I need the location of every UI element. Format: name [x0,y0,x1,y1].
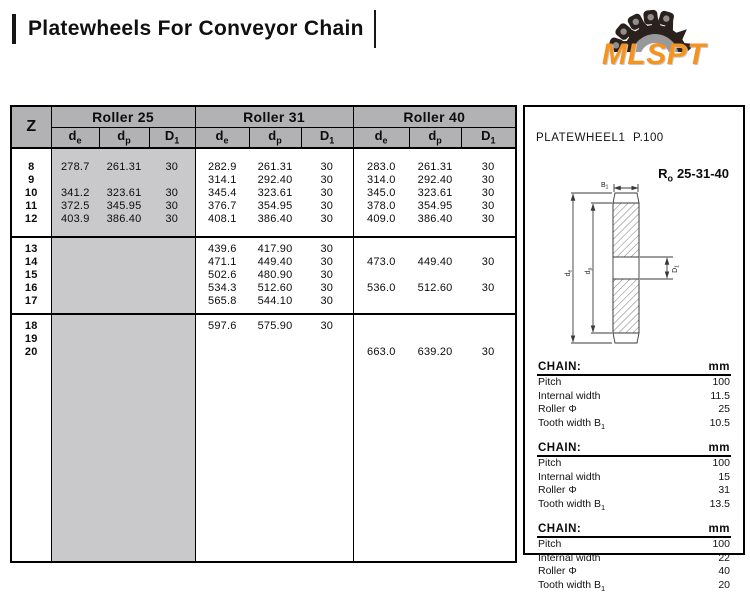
column-header-dp: $d_p$ [249,127,301,148]
row-group [11,148,516,237]
brand-logo [583,0,725,80]
dim-label-dp: $d_p$ [585,267,594,275]
roller-range-prefix-sub: o [667,173,673,184]
value-cell: 345.4 [195,187,249,200]
chain-row-label: Internal width [538,389,601,402]
chain-row-label-sub: 1 [601,421,606,431]
table-row [11,148,516,174]
filler-row [11,359,516,562]
dim-label-b1: $B_1$ [601,182,609,191]
chain-row-value: 40 [718,565,730,578]
value-cell: 261.31 [257,161,293,173]
column-header-z: Z [11,106,51,148]
value-cell: 30 [320,295,334,307]
value-cell: 30 [320,174,334,186]
chain-row [537,552,731,566]
chain-row [537,498,731,515]
column-group-roller-31: Roller 31 [195,106,353,127]
chain-row [537,538,731,552]
chain-row [537,390,731,404]
chain-row-value: 22 [718,551,730,564]
value-cell: 323.61 [257,187,293,199]
value-cell [301,333,353,346]
column-header-dp: $d_p$ [409,127,461,148]
table-row [11,200,516,213]
value-cell: 386.40 [99,213,149,237]
chain-row-value: 25 [718,403,730,415]
value-cell [461,314,516,333]
value-cell [149,237,195,256]
value-cell [99,295,149,314]
value-cell: 30 [320,187,334,199]
dim-label-de: $d_e$ [565,269,574,277]
value-cell [461,333,516,346]
z-cell: 17 [24,295,38,307]
chain-unit: mm [708,523,730,536]
value-cell: 345.0 [353,187,409,200]
column-header-d1: $D_1$ [301,127,353,148]
value-cell [195,333,249,346]
z-cell: 18 [24,320,38,332]
value-cell: 30 [481,187,495,199]
page-ref: P.100 [633,132,664,144]
value-cell: 502.6 [195,269,249,282]
value-cell: 30 [320,269,334,281]
chain-row-value: 100 [712,376,730,388]
value-cell: 30 [320,213,334,225]
table-row [11,295,516,314]
value-cell: 30 [481,256,495,268]
chain-row-label-sub: 1 [601,583,606,593]
value-cell: 575.90 [257,320,293,332]
value-cell [149,269,195,282]
value-cell [99,237,149,256]
value-cell: 378.0 [353,200,409,213]
column-group-roller-40: Roller 40 [353,106,516,127]
value-cell: 409.0 [353,213,409,237]
value-cell [149,346,195,359]
chain-row [537,457,731,471]
value-cell: 534.3 [195,282,249,295]
value-cell: 314.1 [195,174,249,187]
z-cell: 16 [24,282,38,294]
chain-unit: mm [708,361,730,373]
value-cell: 354.95 [257,200,293,212]
platewheel-cross-section-drawing [551,181,721,359]
value-cell [249,346,301,359]
value-cell: 30 [149,200,195,213]
value-cell: 341.2 [51,187,99,200]
value-cell: 261.31 [417,161,453,173]
chain-row-value: 13.5 [709,497,730,510]
chain-row-label: Tooth width B [538,578,602,591]
value-cell: 386.40 [257,213,293,225]
chain-row-value: 10.5 [709,416,730,429]
value-cell: 30 [149,213,195,237]
value-cell: 261.31 [99,148,149,174]
value-cell [51,295,99,314]
value-cell: 372.5 [51,200,99,213]
z-cell: 19 [24,333,38,345]
chain-row-label: Roller Φ [538,403,577,415]
value-cell: 30 [481,161,495,173]
value-cell [409,295,461,314]
value-cell: 30 [320,243,334,255]
chain-block [537,361,731,433]
value-cell [461,269,516,282]
value-cell: 403.9 [51,213,99,237]
value-cell [353,314,409,333]
chain-row [537,403,731,417]
value-cell: 30 [320,256,334,268]
chain-row-value: 100 [712,457,730,470]
value-cell [51,237,99,256]
value-cell: 376.7 [195,200,249,213]
value-cell: 417.90 [257,243,293,255]
value-cell: 30 [481,213,495,225]
chain-block [537,523,731,595]
panel-header [536,132,732,144]
chain-row-label: Roller Φ [538,565,577,578]
value-cell [99,346,149,359]
z-cell: 12 [24,213,38,225]
chain-row-label: Tooth width B [538,416,602,429]
value-cell: 565.8 [195,295,249,314]
chain-row-label: Internal width [538,470,601,483]
page-title: Platewheels For Conveyor Chain [28,17,364,40]
row-group [11,314,516,562]
column-header-dp: $d_p$ [99,127,149,148]
value-cell: 512.60 [257,282,293,294]
value-cell [409,333,461,346]
value-cell: 323.61 [99,187,149,200]
value-cell [353,333,409,346]
chain-unit: mm [708,442,730,455]
chain-row-value: 31 [718,484,730,497]
roller-range-prefix: R [658,166,668,181]
value-cell: 663.0 [353,346,409,359]
value-cell: 408.1 [195,213,249,237]
value-cell: 30 [481,200,495,212]
value-cell [461,295,516,314]
chain-row-label: Pitch [538,457,562,470]
chain-row-label: Tooth width B [538,497,602,510]
value-cell: 345.95 [99,200,149,213]
table-row [11,333,516,346]
value-cell [51,256,99,269]
value-cell: 386.40 [417,213,453,225]
row-group [11,237,516,314]
column-header-d1: $D_1$ [461,127,516,148]
value-cell: 473.0 [353,256,409,269]
value-cell: 30 [149,187,195,200]
chain-row [537,565,731,579]
value-cell [99,333,149,346]
z-cell: 8 [28,161,35,173]
value-cell: 512.60 [417,282,453,294]
value-cell: 449.40 [417,256,453,268]
column-group-roller-25: Roller 25 [51,106,195,127]
value-cell [99,174,149,187]
z-cell: 11 [25,200,38,212]
spec-panel [523,105,745,593]
column-header-de: $d_e$ [353,127,409,148]
value-cell: 30 [320,200,334,212]
value-cell: 314.0 [353,174,409,187]
z-cell: 10 [24,187,38,199]
value-cell [51,346,99,359]
value-cell [461,237,516,256]
value-cell: 292.40 [257,174,293,186]
dim-label-d1: $D_1$ [672,265,681,273]
column-header-de: $d_e$ [51,127,99,148]
value-cell [99,256,149,269]
table-row [11,314,516,333]
value-cell [149,282,195,295]
value-cell: 30 [320,282,334,294]
chain-row-label: Internal width [538,551,601,564]
value-cell [409,269,461,282]
value-cell: 30 [481,346,495,358]
value-cell [149,333,195,346]
z-cell: 14 [24,256,38,268]
value-cell [409,237,461,256]
roller-table [10,105,517,563]
value-cell: 30 [320,161,334,173]
value-cell: 282.9 [195,148,249,174]
value-cell [195,346,249,359]
value-cell [99,269,149,282]
value-cell [353,237,409,256]
chain-row [537,417,731,434]
chain-row [537,471,731,485]
chain-row-label: Pitch [538,376,562,388]
value-cell: 639.20 [417,346,453,358]
table-row [11,187,516,200]
chain-heading: CHAIN: [538,361,582,373]
chain-row-label: Roller Φ [538,484,577,497]
chain-block [537,442,731,514]
chain-heading: CHAIN: [538,523,582,536]
value-cell: 30 [149,148,195,174]
value-cell [149,174,195,187]
value-cell [353,295,409,314]
chain-row [537,484,731,498]
table-row [11,237,516,256]
value-cell [51,269,99,282]
value-cell [249,333,301,346]
value-cell: 354.95 [417,200,453,212]
value-cell: 480.90 [257,269,293,281]
page-header [12,10,376,48]
roller-range-numbers: 25-31-40 [676,166,729,181]
z-cell: 13 [24,243,38,255]
value-cell [51,314,99,333]
value-cell [149,256,195,269]
value-cell [99,282,149,295]
value-cell [301,346,353,359]
value-cell: 292.40 [417,174,453,186]
chain-row-label-sub: 1 [601,502,606,512]
value-cell: 544.10 [257,295,293,307]
value-cell [51,282,99,295]
chain-row-label: Pitch [538,538,562,551]
value-cell [99,314,149,333]
title-right-bar [374,10,376,48]
value-cell: 597.6 [195,314,249,333]
chain-blocks [537,361,731,604]
chain-row-value: 15 [718,470,730,483]
chain-row [537,579,731,596]
chain-row [537,376,731,390]
table-row [11,213,516,237]
column-header-de: $d_e$ [195,127,249,148]
value-cell [149,295,195,314]
value-cell: 30 [481,174,495,186]
value-cell: 278.7 [51,148,99,174]
value-cell: 283.0 [353,148,409,174]
z-cell: 9 [28,174,35,186]
value-cell: 439.6 [195,237,249,256]
chain-row-value: 20 [718,578,730,591]
value-cell [51,174,99,187]
value-cell: 30 [320,320,334,332]
value-cell: 471.1 [195,256,249,269]
part-name: PLATEWHEEL1 [536,132,626,144]
table-row [11,269,516,282]
table-row [11,256,516,269]
title-left-bar [12,14,16,44]
table-row [11,174,516,187]
value-cell: 449.40 [257,256,293,268]
brand-name: MLSPT [601,38,707,71]
table-row [11,282,516,295]
table-row [11,346,516,359]
chain-heading: CHAIN: [538,442,582,455]
value-cell: 30 [481,282,495,294]
column-header-d1: $D_1$ [149,127,195,148]
chain-row-value: 100 [712,538,730,551]
value-cell: 536.0 [353,282,409,295]
value-cell [353,269,409,282]
value-cell [51,333,99,346]
value-cell: 323.61 [417,187,453,199]
z-cell: 15 [24,269,38,281]
z-cell: 20 [24,346,38,358]
value-cell [149,314,195,333]
chain-row-value: 11.5 [710,389,730,402]
value-cell [409,314,461,333]
